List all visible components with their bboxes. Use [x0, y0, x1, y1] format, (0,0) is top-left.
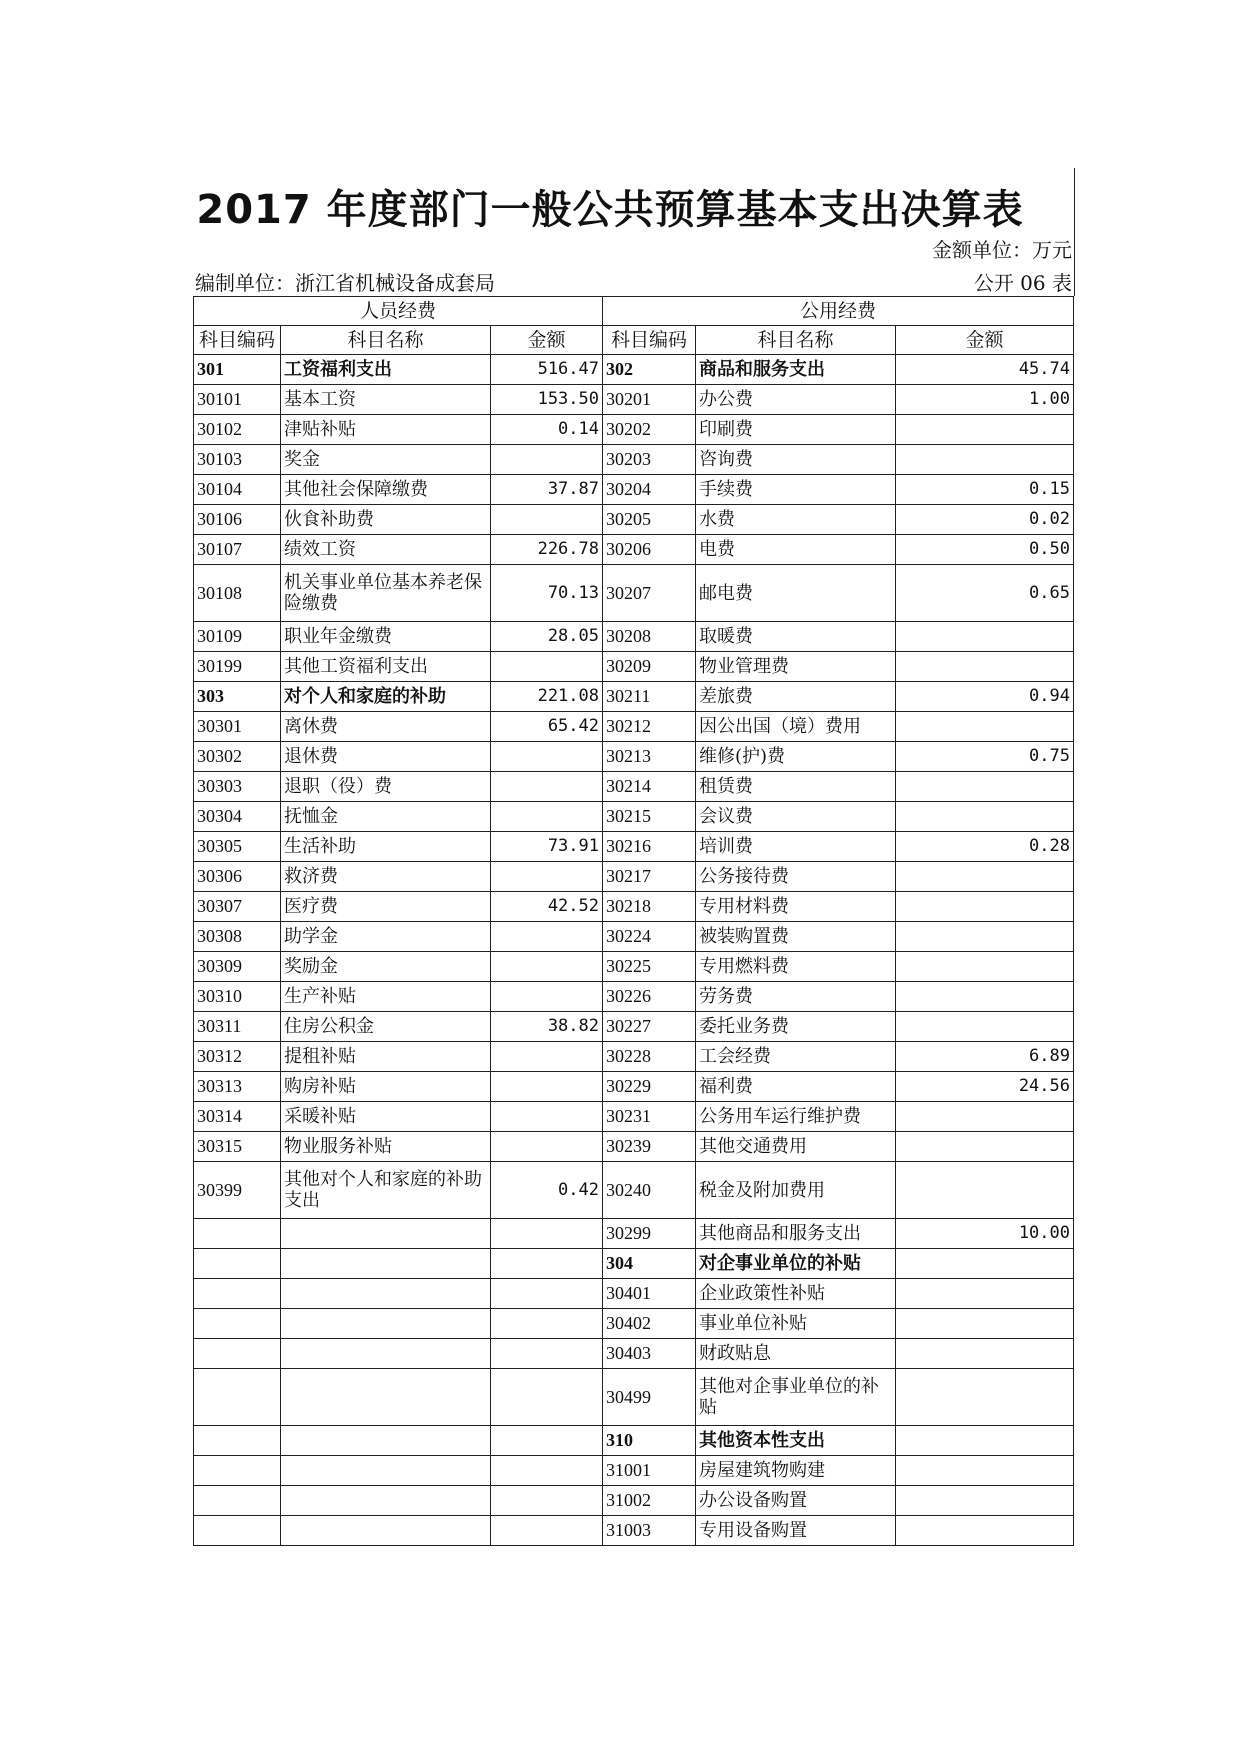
public-amount-cell: 24.56 [896, 1072, 1074, 1102]
personnel-amount-cell [491, 1339, 603, 1369]
personnel-name-cell: 伙食补助费 [281, 505, 491, 535]
table-row [194, 445, 1074, 475]
table-row [194, 475, 1074, 505]
public-code-cell: 30299 [603, 1219, 696, 1249]
personnel-code-cell: 30302 [194, 742, 281, 772]
personnel-amount-cell [491, 982, 603, 1012]
personnel-amount-cell: 153.50 [491, 385, 603, 415]
personnel-code-cell: 30313 [194, 1072, 281, 1102]
public-name-cell: 其他资本性支出 [696, 1426, 896, 1456]
personnel-code-cell [194, 1456, 281, 1486]
table-row [194, 1456, 1074, 1486]
personnel-name-cell: 其他工资福利支出 [281, 652, 491, 682]
public-amount-cell [896, 415, 1074, 445]
public-amount-cell: 10.00 [896, 1219, 1074, 1249]
personnel-name-cell: 机关事业单位基本养老保险缴费 [281, 565, 491, 622]
public-amount-cell: 0.75 [896, 742, 1074, 772]
column-header-name: 科目名称 [696, 326, 896, 355]
public-name-cell: 福利费 [696, 1072, 896, 1102]
public-name-cell: 商品和服务支出 [696, 355, 896, 385]
personnel-amount-cell [491, 1369, 603, 1426]
personnel-amount-cell [491, 1219, 603, 1249]
table-row [194, 1426, 1074, 1456]
public-name-cell: 办公设备购置 [696, 1486, 896, 1516]
public-name-cell: 公务接待费 [696, 862, 896, 892]
public-name-cell: 其他交通费用 [696, 1132, 896, 1162]
personnel-code-cell: 30102 [194, 415, 281, 445]
personnel-amount-cell [491, 1042, 603, 1072]
public-amount-cell [896, 1279, 1074, 1309]
personnel-amount-cell [491, 445, 603, 475]
public-amount-cell [896, 1132, 1074, 1162]
personnel-amount-cell: 28.05 [491, 622, 603, 652]
public-amount-cell [896, 1369, 1074, 1426]
public-code-cell: 302 [603, 355, 696, 385]
personnel-code-cell: 30310 [194, 982, 281, 1012]
personnel-name-cell: 提租补贴 [281, 1042, 491, 1072]
public-amount-cell [896, 712, 1074, 742]
table-row [194, 982, 1074, 1012]
personnel-amount-cell: 226.78 [491, 535, 603, 565]
personnel-name-cell: 救济费 [281, 862, 491, 892]
personnel-name-cell [281, 1279, 491, 1309]
group-header-public: 公用经费 [603, 297, 1074, 326]
personnel-amount-cell [491, 505, 603, 535]
personnel-name-cell: 退休费 [281, 742, 491, 772]
personnel-name-cell: 物业服务补贴 [281, 1132, 491, 1162]
public-amount-cell: 0.65 [896, 565, 1074, 622]
table-row [194, 505, 1074, 535]
personnel-amount-cell [491, 1309, 603, 1339]
personnel-code-cell [194, 1309, 281, 1339]
public-amount-cell [896, 1102, 1074, 1132]
table-row [194, 1072, 1074, 1102]
public-code-cell: 30214 [603, 772, 696, 802]
personnel-code-cell: 30101 [194, 385, 281, 415]
personnel-amount-cell: 37.87 [491, 475, 603, 505]
table-row [194, 652, 1074, 682]
public-name-cell: 劳务费 [696, 982, 896, 1012]
public-name-cell: 工会经费 [696, 1042, 896, 1072]
personnel-code-cell: 30109 [194, 622, 281, 652]
public-amount-cell [896, 922, 1074, 952]
personnel-name-cell [281, 1219, 491, 1249]
personnel-code-cell: 30309 [194, 952, 281, 982]
table-number: 公开 06 表 [973, 271, 1072, 295]
personnel-name-cell: 退职（役）费 [281, 772, 491, 802]
personnel-code-cell [194, 1369, 281, 1426]
personnel-name-cell [281, 1249, 491, 1279]
personnel-name-cell: 津贴补贴 [281, 415, 491, 445]
public-code-cell: 30231 [603, 1102, 696, 1132]
table-row [194, 1486, 1074, 1516]
public-name-cell: 专用材料费 [696, 892, 896, 922]
personnel-name-cell: 其他对个人和家庭的补助支出 [281, 1162, 491, 1219]
personnel-amount-cell [491, 1072, 603, 1102]
personnel-code-cell: 30103 [194, 445, 281, 475]
personnel-code-cell: 30304 [194, 802, 281, 832]
public-code-cell: 30229 [603, 1072, 696, 1102]
public-name-cell: 差旅费 [696, 682, 896, 712]
personnel-name-cell [281, 1486, 491, 1516]
public-name-cell: 手续费 [696, 475, 896, 505]
table-row [194, 832, 1074, 862]
personnel-code-cell: 30108 [194, 565, 281, 622]
public-name-cell: 咨询费 [696, 445, 896, 475]
public-code-cell: 30402 [603, 1309, 696, 1339]
table-row [194, 772, 1074, 802]
public-code-cell: 31001 [603, 1456, 696, 1486]
personnel-amount-cell [491, 1102, 603, 1132]
personnel-name-cell: 离休费 [281, 712, 491, 742]
public-code-cell: 30227 [603, 1012, 696, 1042]
public-name-cell: 对企事业单位的补贴 [696, 1249, 896, 1279]
personnel-name-cell: 生产补贴 [281, 982, 491, 1012]
public-name-cell: 专用设备购置 [696, 1516, 896, 1546]
public-name-cell: 培训费 [696, 832, 896, 862]
personnel-amount-cell: 73.91 [491, 832, 603, 862]
table-row [194, 922, 1074, 952]
public-amount-cell [896, 445, 1074, 475]
public-name-cell: 公务用车运行维护费 [696, 1102, 896, 1132]
table-row [194, 385, 1074, 415]
personnel-code-cell [194, 1219, 281, 1249]
personnel-name-cell: 采暖补贴 [281, 1102, 491, 1132]
public-amount-cell [896, 892, 1074, 922]
public-amount-cell [896, 862, 1074, 892]
personnel-code-cell: 30305 [194, 832, 281, 862]
personnel-amount-cell [491, 1486, 603, 1516]
personnel-name-cell [281, 1309, 491, 1339]
table-row [194, 415, 1074, 445]
public-name-cell: 其他商品和服务支出 [696, 1219, 896, 1249]
org-label: 编制单位：浙江省机械设备成套局 [195, 271, 495, 295]
public-name-cell: 物业管理费 [696, 652, 896, 682]
personnel-amount-cell: 0.14 [491, 415, 603, 445]
personnel-code-cell: 30104 [194, 475, 281, 505]
personnel-amount-cell [491, 1279, 603, 1309]
table-row [194, 1042, 1074, 1072]
column-header-amount: 金额 [491, 326, 603, 355]
table-row [194, 1012, 1074, 1042]
public-code-cell: 304 [603, 1249, 696, 1279]
public-code-cell: 30208 [603, 622, 696, 652]
public-code-cell: 30228 [603, 1042, 696, 1072]
personnel-code-cell [194, 1486, 281, 1516]
public-code-cell: 30204 [603, 475, 696, 505]
table-row [194, 712, 1074, 742]
personnel-name-cell [281, 1339, 491, 1369]
table-row [194, 535, 1074, 565]
personnel-code-cell [194, 1279, 281, 1309]
personnel-code-cell: 30314 [194, 1102, 281, 1132]
column-header-code: 科目编码 [603, 326, 696, 355]
public-amount-cell [896, 1012, 1074, 1042]
personnel-amount-cell [491, 1456, 603, 1486]
public-amount-cell [896, 802, 1074, 832]
personnel-amount-cell: 516.47 [491, 355, 603, 385]
public-name-cell: 其他对企事业单位的补贴 [696, 1369, 896, 1426]
public-code-cell: 30239 [603, 1132, 696, 1162]
public-amount-cell [896, 1516, 1074, 1546]
public-amount-cell: 0.15 [896, 475, 1074, 505]
column-header-name: 科目名称 [281, 326, 491, 355]
personnel-code-cell: 30107 [194, 535, 281, 565]
public-amount-cell [896, 982, 1074, 1012]
personnel-amount-cell: 0.42 [491, 1162, 603, 1219]
public-name-cell: 税金及附加费用 [696, 1162, 896, 1219]
budget-table [193, 296, 1074, 1546]
personnel-name-cell: 助学金 [281, 922, 491, 952]
public-name-cell: 办公费 [696, 385, 896, 415]
public-code-cell: 30201 [603, 385, 696, 415]
personnel-name-cell [281, 1426, 491, 1456]
table-row [194, 565, 1074, 622]
public-amount-cell [896, 1339, 1074, 1369]
public-name-cell: 被装购置费 [696, 922, 896, 952]
public-amount-cell [896, 1309, 1074, 1339]
personnel-code-cell [194, 1426, 281, 1456]
public-code-cell: 30240 [603, 1162, 696, 1219]
personnel-code-cell: 30303 [194, 772, 281, 802]
public-amount-cell [896, 772, 1074, 802]
table-row [194, 622, 1074, 652]
personnel-code-cell: 303 [194, 682, 281, 712]
public-amount-cell: 0.50 [896, 535, 1074, 565]
personnel-name-cell: 购房补贴 [281, 1072, 491, 1102]
public-amount-cell: 1.00 [896, 385, 1074, 415]
personnel-code-cell: 30106 [194, 505, 281, 535]
public-amount-cell: 6.89 [896, 1042, 1074, 1072]
personnel-amount-cell: 221.08 [491, 682, 603, 712]
table-row [194, 802, 1074, 832]
personnel-name-cell: 抚恤金 [281, 802, 491, 832]
table-row [194, 1309, 1074, 1339]
public-amount-cell: 45.74 [896, 355, 1074, 385]
right-rule [1074, 168, 1075, 296]
personnel-amount-cell: 38.82 [491, 1012, 603, 1042]
personnel-name-cell: 工资福利支出 [281, 355, 491, 385]
public-amount-cell [896, 1486, 1074, 1516]
personnel-name-cell: 奖励金 [281, 952, 491, 982]
public-code-cell: 30499 [603, 1369, 696, 1426]
personnel-code-cell: 30312 [194, 1042, 281, 1072]
table-row [194, 1516, 1074, 1546]
public-code-cell: 30209 [603, 652, 696, 682]
public-code-cell: 31003 [603, 1516, 696, 1546]
public-amount-cell [896, 1249, 1074, 1279]
table-row [194, 862, 1074, 892]
personnel-name-cell: 生活补助 [281, 832, 491, 862]
public-code-cell: 30211 [603, 682, 696, 712]
personnel-amount-cell [491, 652, 603, 682]
public-code-cell: 30205 [603, 505, 696, 535]
public-code-cell: 30401 [603, 1279, 696, 1309]
public-name-cell: 专用燃料费 [696, 952, 896, 982]
personnel-amount-cell [491, 952, 603, 982]
personnel-name-cell: 职业年金缴费 [281, 622, 491, 652]
table-row [194, 1279, 1074, 1309]
personnel-name-cell [281, 1456, 491, 1486]
personnel-code-cell: 30308 [194, 922, 281, 952]
public-code-cell: 30207 [603, 565, 696, 622]
public-name-cell: 财政贴息 [696, 1339, 896, 1369]
table-row [194, 1102, 1074, 1132]
page-title: 2017 年度部门一般公共预算基本支出决算表 [196, 187, 1024, 233]
public-code-cell: 30206 [603, 535, 696, 565]
public-code-cell: 31002 [603, 1486, 696, 1516]
public-name-cell: 电费 [696, 535, 896, 565]
personnel-amount-cell: 70.13 [491, 565, 603, 622]
public-amount-cell: 0.02 [896, 505, 1074, 535]
personnel-code-cell: 301 [194, 355, 281, 385]
table-row [194, 682, 1074, 712]
public-name-cell: 取暖费 [696, 622, 896, 652]
personnel-code-cell: 30399 [194, 1162, 281, 1219]
personnel-name-cell: 基本工资 [281, 385, 491, 415]
personnel-amount-cell [491, 802, 603, 832]
public-amount-cell [896, 622, 1074, 652]
personnel-amount-cell: 42.52 [491, 892, 603, 922]
personnel-code-cell: 30199 [194, 652, 281, 682]
public-name-cell: 邮电费 [696, 565, 896, 622]
table-row [194, 742, 1074, 772]
personnel-code-cell: 30306 [194, 862, 281, 892]
column-header-amount: 金额 [896, 326, 1074, 355]
public-code-cell: 30215 [603, 802, 696, 832]
public-name-cell: 企业政策性补贴 [696, 1279, 896, 1309]
personnel-amount-cell [491, 1426, 603, 1456]
public-code-cell: 310 [603, 1426, 696, 1456]
personnel-code-cell [194, 1249, 281, 1279]
public-amount-cell [896, 652, 1074, 682]
personnel-code-cell: 30301 [194, 712, 281, 742]
personnel-code-cell [194, 1339, 281, 1369]
public-name-cell: 委托业务费 [696, 1012, 896, 1042]
public-amount-cell [896, 1426, 1074, 1456]
public-name-cell: 事业单位补贴 [696, 1309, 896, 1339]
column-header-code: 科目编码 [194, 326, 281, 355]
public-code-cell: 30213 [603, 742, 696, 772]
table-row [194, 1219, 1074, 1249]
public-amount-cell [896, 952, 1074, 982]
table-row [194, 1369, 1074, 1426]
public-code-cell: 30218 [603, 892, 696, 922]
personnel-code-cell: 30307 [194, 892, 281, 922]
table-row [194, 355, 1074, 385]
personnel-name-cell: 绩效工资 [281, 535, 491, 565]
unit-label: 金额单位：万元 [932, 238, 1072, 262]
personnel-amount-cell [491, 1249, 603, 1279]
personnel-name-cell: 其他社会保障缴费 [281, 475, 491, 505]
table-row [194, 1132, 1074, 1162]
personnel-amount-cell [491, 862, 603, 892]
personnel-amount-cell [491, 742, 603, 772]
table-row [194, 892, 1074, 922]
personnel-name-cell: 对个人和家庭的补助 [281, 682, 491, 712]
public-code-cell: 30403 [603, 1339, 696, 1369]
table-row [194, 952, 1074, 982]
public-amount-cell [896, 1456, 1074, 1486]
public-name-cell: 维修(护)费 [696, 742, 896, 772]
personnel-amount-cell [491, 1132, 603, 1162]
public-code-cell: 30217 [603, 862, 696, 892]
personnel-name-cell: 奖金 [281, 445, 491, 475]
public-amount-cell: 0.94 [896, 682, 1074, 712]
public-code-cell: 30202 [603, 415, 696, 445]
table-row [194, 1249, 1074, 1279]
personnel-name-cell [281, 1369, 491, 1426]
public-name-cell: 水费 [696, 505, 896, 535]
public-name-cell: 租赁费 [696, 772, 896, 802]
personnel-code-cell: 30315 [194, 1132, 281, 1162]
public-amount-cell [896, 1162, 1074, 1219]
public-code-cell: 30226 [603, 982, 696, 1012]
personnel-name-cell: 医疗费 [281, 892, 491, 922]
public-code-cell: 30203 [603, 445, 696, 475]
public-code-cell: 30216 [603, 832, 696, 862]
group-header-personnel: 人员经费 [194, 297, 603, 326]
personnel-code-cell [194, 1516, 281, 1546]
public-name-cell: 印刷费 [696, 415, 896, 445]
table-row [194, 1162, 1074, 1219]
personnel-amount-cell [491, 922, 603, 952]
public-code-cell: 30225 [603, 952, 696, 982]
personnel-amount-cell [491, 1516, 603, 1546]
personnel-amount-cell [491, 772, 603, 802]
public-name-cell: 房屋建筑物购建 [696, 1456, 896, 1486]
public-name-cell: 因公出国（境）费用 [696, 712, 896, 742]
public-amount-cell: 0.28 [896, 832, 1074, 862]
personnel-name-cell [281, 1516, 491, 1546]
public-code-cell: 30224 [603, 922, 696, 952]
personnel-amount-cell: 65.42 [491, 712, 603, 742]
table-row [194, 1339, 1074, 1369]
personnel-name-cell: 住房公积金 [281, 1012, 491, 1042]
personnel-code-cell: 30311 [194, 1012, 281, 1042]
public-code-cell: 30212 [603, 712, 696, 742]
public-name-cell: 会议费 [696, 802, 896, 832]
